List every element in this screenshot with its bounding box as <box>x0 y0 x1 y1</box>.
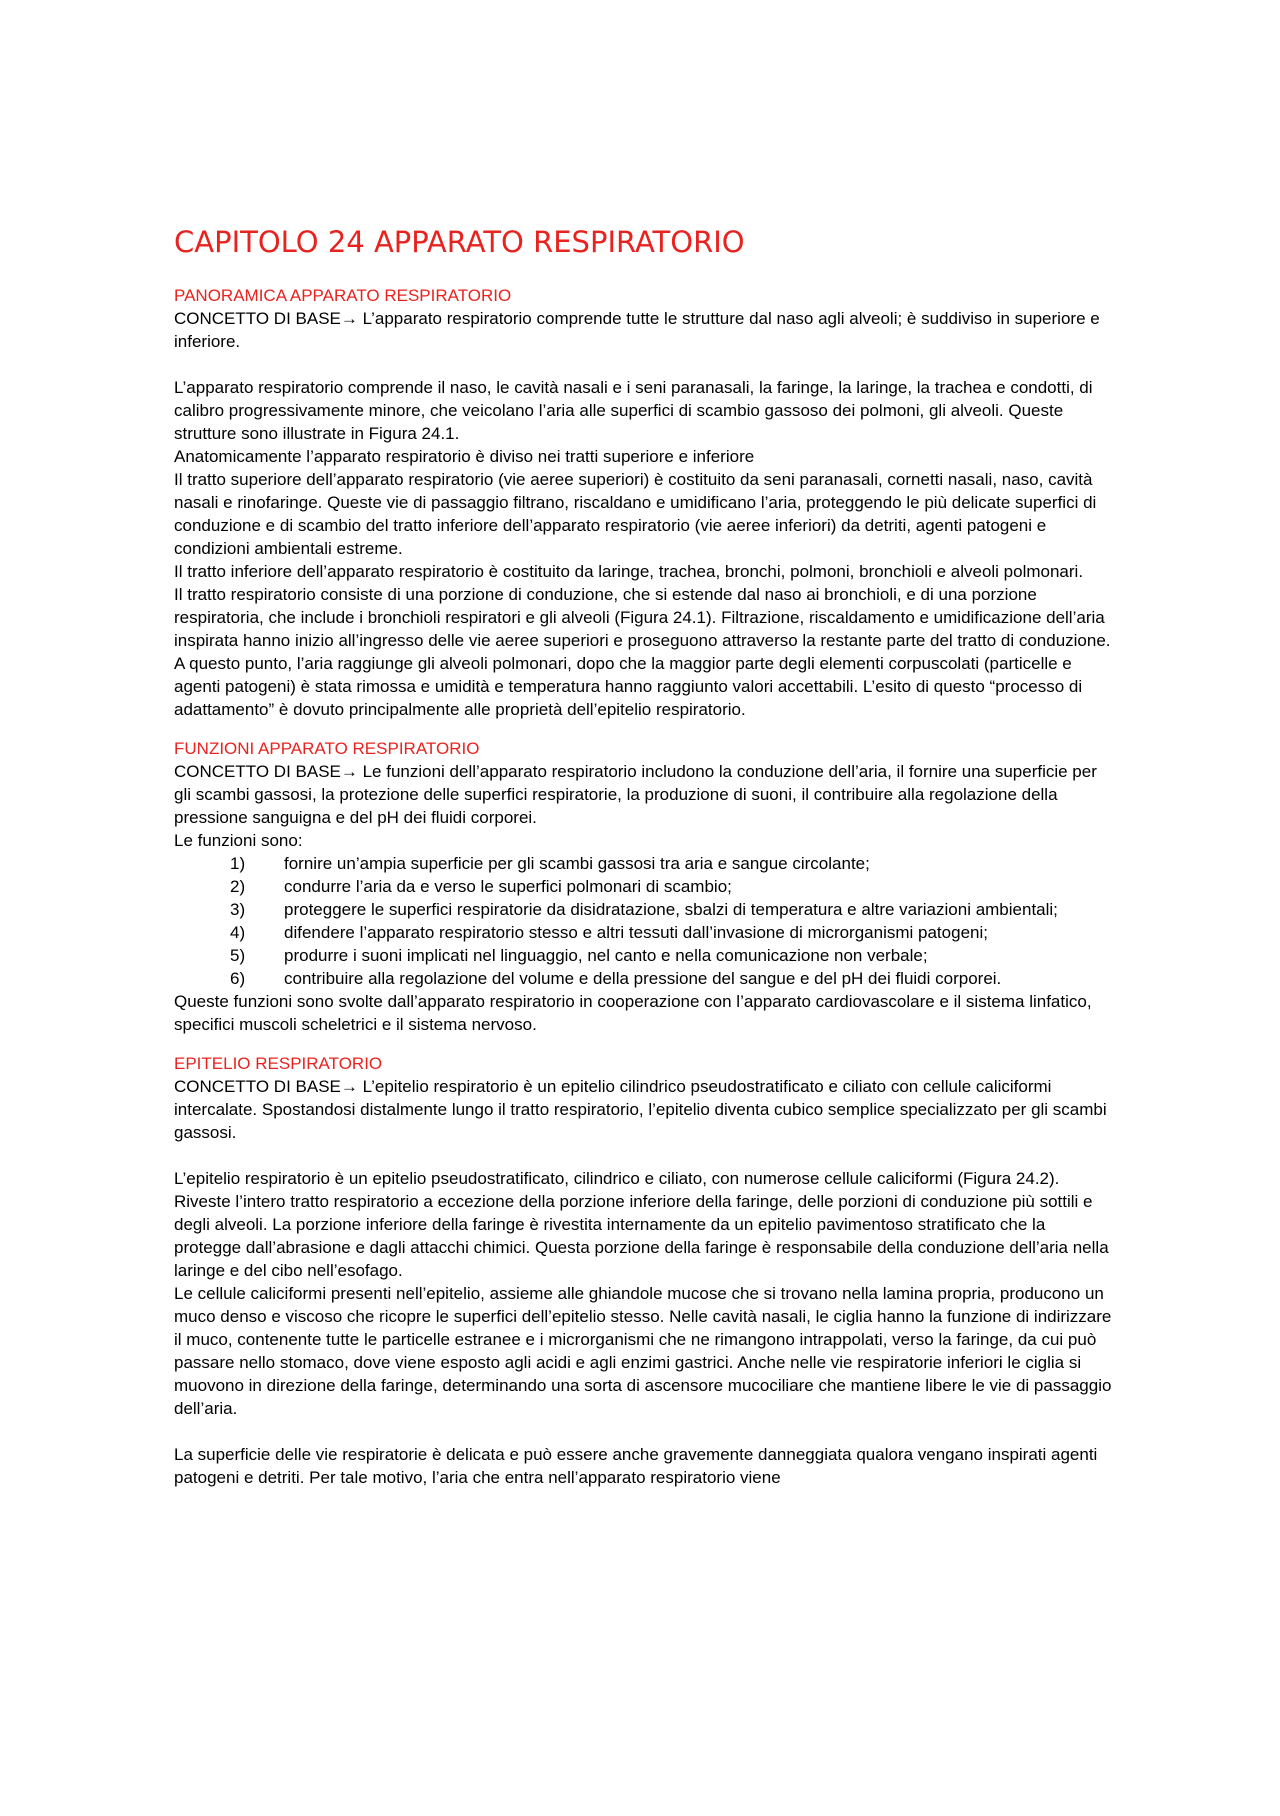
body-paragraph: Le cellule caliciformi presenti nell’epitelio, assieme alle ghiandole mucose che si trovano nella lamina propria, producono un muco denso e viscoso che ricopre le superfici dell’epitelio stesso. Nelle cavità nasali, le ciglia hanno la funzione di indirizzare il muco, contenente tutte le particelle estranee e i microrganismi che ne rimangono intrappolati, verso la faringe, da cui può passare nello stomaco, dove viene esposto agli acidi e agli enzimi gastrici. Anche nelle vie respiratorie inferiori le ciglia si muovono in direzione della faringe, determinando una sorta di ascensore mucociliare che mantiene libere le vie di passaggio dell’aria. <box>174 1284 1112 1418</box>
list-item-number: 2) <box>230 877 246 896</box>
list-item-text: proteggere le superfici respiratorie da disidratazione, sbalzi di temperatura e altre variazioni ambientali; <box>284 900 1058 919</box>
list-item-text: contribuire alla regolazione del volume e della pressione del sangue e del pH dei fluidi corporei. <box>284 969 1002 988</box>
key-concept: CONCETTO DI BASE→ Le funzioni dell’apparato respiratorio includono la conduzione dell’aria, il fornire una superficie per gli scambi gassosi, la protezione delle superfici respiratorie, la produzione di suoni, il contribuire alla regolazione della pressione sanguigna e del pH dei fluidi corporei. <box>174 762 1097 827</box>
list-item-text: produrre i suoni implicati nel linguaggio, nel canto e nella comunicazione non verbale; <box>284 946 928 965</box>
body-paragraph: Il tratto respiratorio consiste di una porzione di conduzione, che si estende dal naso ai bronchioli, e di una porzione respiratoria, che include i bronchioli respiratori e gli alveoli (Figura 24.1). Filtrazione, riscaldamento e umidificazione dell’aria inspirata hanno inizio all’ingresso delle vie aeree superiori e proseguono attraverso la restante parte del tratto di conduzione. A questo punto, l’aria raggiunge gli alveoli polmonari, dopo che la maggior parte degli elementi corpuscolati (particelle e agenti patogeni) è stata rimossa e umidità e temperatura hanno raggiunto valori accettabili. L’esito di questo “processo di adattamento” è dovuto principalmente alle proprietà dell’epitelio respiratorio. <box>174 585 1111 719</box>
chapter-title: CAPITOLO 24 APPARATO RESPIRATORIO <box>174 225 745 259</box>
list-item-number: 5) <box>230 946 246 965</box>
functions-list <box>174 852 1114 990</box>
section-heading: PANORAMICA APPARATO RESPIRATORIO <box>174 286 512 305</box>
list-item <box>174 921 1114 944</box>
section-epithelium <box>174 1052 1114 1489</box>
body-paragraph: L’epitelio respiratorio è un epitelio pseudostratificato, cilindrico e ciliato, con numerose cellule caliciformi (Figura 24.2). Riveste l’intero tratto respiratorio a eccezione della porzione inferiore della faringe, delle porzioni di conduzione più sottili e degli alveoli. La porzione inferiore della faringe è rivestita internamente da un epitelio pavimentoso stratificato che la protegge dall’abrasione e dagli attacchi chimici. Questa porzione della faringe è responsabile della conduzione dell’aria nella laringe e del cibo nell’esofago. <box>174 1169 1109 1280</box>
list-item-number: 6) <box>230 969 246 988</box>
key-concept: CONCETTO DI BASE→ L’epitelio respiratorio è un epitelio cilindrico pseudostratificato e ciliato con cellule caliciformi intercalate. Spostandosi distalmente lungo il tratto respiratorio, l’epitelio diventa cubico semplice specializzato per gli scambi gassosi. <box>174 1077 1107 1142</box>
page-content <box>174 222 1114 1489</box>
list-item <box>174 898 1114 921</box>
section-overview <box>174 284 1114 721</box>
body-paragraph: Il tratto inferiore dell’apparato respiratorio è costituito da laringe, trachea, bronchi, polmoni, bronchioli e alveoli polmonari. <box>174 562 1084 581</box>
section-heading: EPITELIO RESPIRATORIO <box>174 1054 383 1073</box>
list-item <box>174 852 1114 875</box>
section-heading: FUNZIONI APPARATO RESPIRATORIO <box>174 739 480 758</box>
list-item-text: fornire un’ampia superficie per gli scambi gassosi tra aria e sangue circolante; <box>284 854 870 873</box>
body-paragraph: L’apparato respiratorio comprende il naso, le cavità nasali e i seni paranasali, la faringe, la laringe, la trachea e condotti, di calibro progressivamente minore, che veicolano l’aria alle superfici di scambio gassoso dei polmoni, gli alveoli. Queste strutture sono illustrate in Figura 24.1. <box>174 378 1093 443</box>
list-intro: Le funzioni sono: <box>174 831 303 850</box>
section-spacer <box>174 1036 1114 1052</box>
list-item-number: 1) <box>230 854 246 873</box>
list-item-text: condurre l’aria da e verso le superfici polmonari di scambio; <box>284 877 732 896</box>
section-functions <box>174 737 1114 1036</box>
list-item-number: 4) <box>230 923 246 942</box>
paragraph-spacer <box>174 353 1114 376</box>
body-paragraph: Queste funzioni sono svolte dall’apparato respiratorio in cooperazione con l’apparato cardiovascolare e il sistema linfatico, specifici muscoli scheletrici e il sistema nervoso. <box>174 992 1092 1034</box>
list-item <box>174 944 1114 967</box>
section-spacer <box>174 721 1114 737</box>
paragraph-spacer <box>174 1144 1114 1167</box>
list-item-text: difendere l’apparato respiratorio stesso e altri tessuti dall’invasione di microrganismi patogeni; <box>284 923 988 942</box>
list-item <box>174 967 1114 990</box>
list-item-number: 3) <box>230 900 246 919</box>
key-concept: CONCETTO DI BASE→ L’apparato respiratorio comprende tutte le strutture dal naso agli alveoli; è suddiviso in superiore e inferiore. <box>174 309 1100 351</box>
paragraph-spacer <box>174 1420 1114 1443</box>
body-paragraph: Anatomicamente l’apparato respiratorio è diviso nei tratti superiore e inferiore <box>174 447 755 466</box>
body-paragraph: Il tratto superiore dell’apparato respiratorio (vie aeree superiori) è costituito da seni paranasali, cornetti nasali, naso, cavità nasali e rinofaringe. Queste vie di passaggio filtrano, riscaldano e umidificano l’aria, proteggendo le più delicate superfici di conduzione e di scambio del tratto inferiore dell’apparato respiratorio (vie aeree inferiori) da detriti, agenti patogeni e condizioni ambientali estreme. <box>174 470 1097 558</box>
body-paragraph: La superficie delle vie respiratorie è delicata e può essere anche gravemente danneggiata qualora vengano inspirati agenti patogeni e detriti. Per tale motivo, l’aria che entra nell’apparato respiratorio viene <box>174 1445 1098 1487</box>
list-item <box>174 875 1114 898</box>
